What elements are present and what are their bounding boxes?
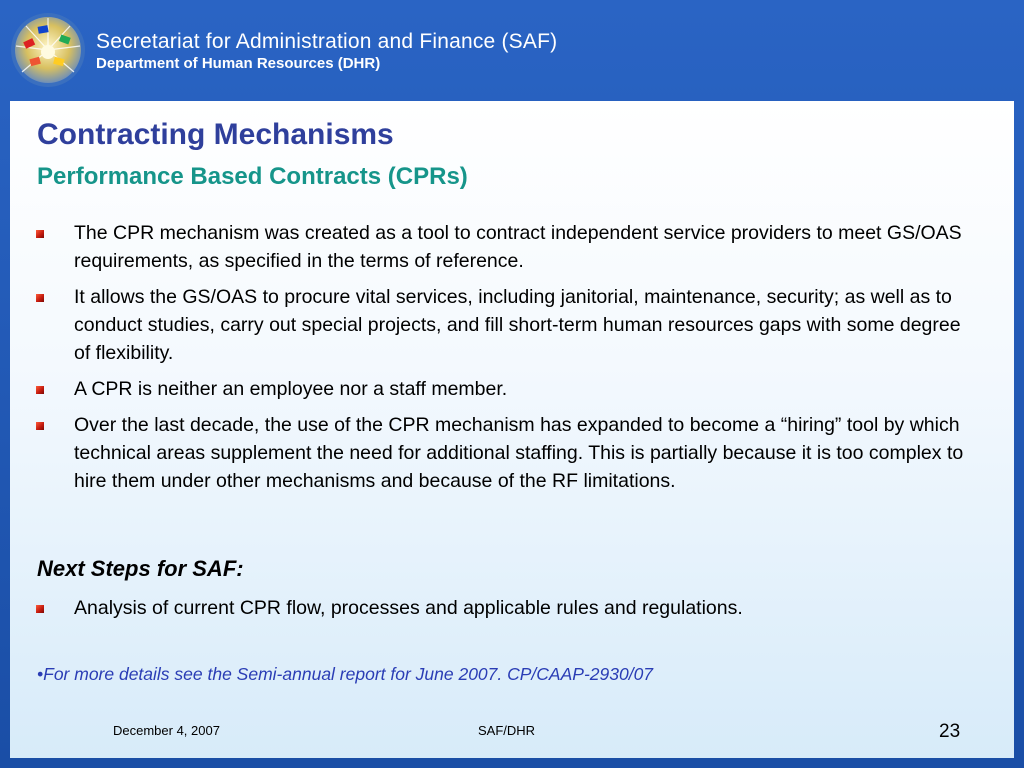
bullet-list [10,219,1014,503]
reference-note: •For more details see the Semi-annual report for June 2007. CP/CAAP-2930/07 [37,664,654,684]
bullet-text: It allows the GS/OAS to procure vital services, including janitorial, maintenance, security; as well as to conduct studies, carry out special projects, and fill short-term human resources gaps with some degree of flexibility. [74,286,961,364]
header-title: Secretariat for Administration and Finance (SAF) [96,30,558,53]
next-steps-heading: Next Steps for SAF: [37,556,244,581]
bullet-item [10,219,1014,275]
next-steps-list [10,594,1014,630]
bullet-text: Over the last decade, the use of the CPR mechanism has expanded to become a “hiring” tool by which technical areas supplement the need for additional staffing. This is partially because it is too complex to hire them under other mechanisms and because of the RF limitations. [74,414,964,492]
bullet-item [10,411,1014,495]
bullet-text: A CPR is neither an employee nor a staff member. [74,378,508,400]
square-bullet-icon [36,422,44,430]
next-step-text: Analysis of current CPR flow, processes and applicable rules and regulations. [74,597,743,619]
square-bullet-icon [36,386,44,394]
page-number: 23 [939,721,961,742]
footer-date: December 4, 2007 [113,723,220,738]
slide-subtitle: Performance Based Contracts (CPRs) [37,163,468,190]
square-bullet-icon [36,605,44,613]
header-banner [0,0,1024,100]
bullet-item [10,375,1014,403]
content-panel [10,101,1014,758]
bullet-text: The CPR mechanism was created as a tool to contract independent service providers to meet GS/OAS requirements, as specified in the terms of reference. [74,222,962,272]
next-step-item [10,594,1014,622]
square-bullet-icon [36,230,44,238]
header-subtitle: Department of Human Resources (DHR) [96,55,381,72]
footer-org: SAF/DHR [478,723,536,738]
slide-title: Contracting Mechanisms [37,118,394,151]
square-bullet-icon [36,294,44,302]
bullet-item [10,283,1014,367]
oas-seal-icon [10,12,86,88]
